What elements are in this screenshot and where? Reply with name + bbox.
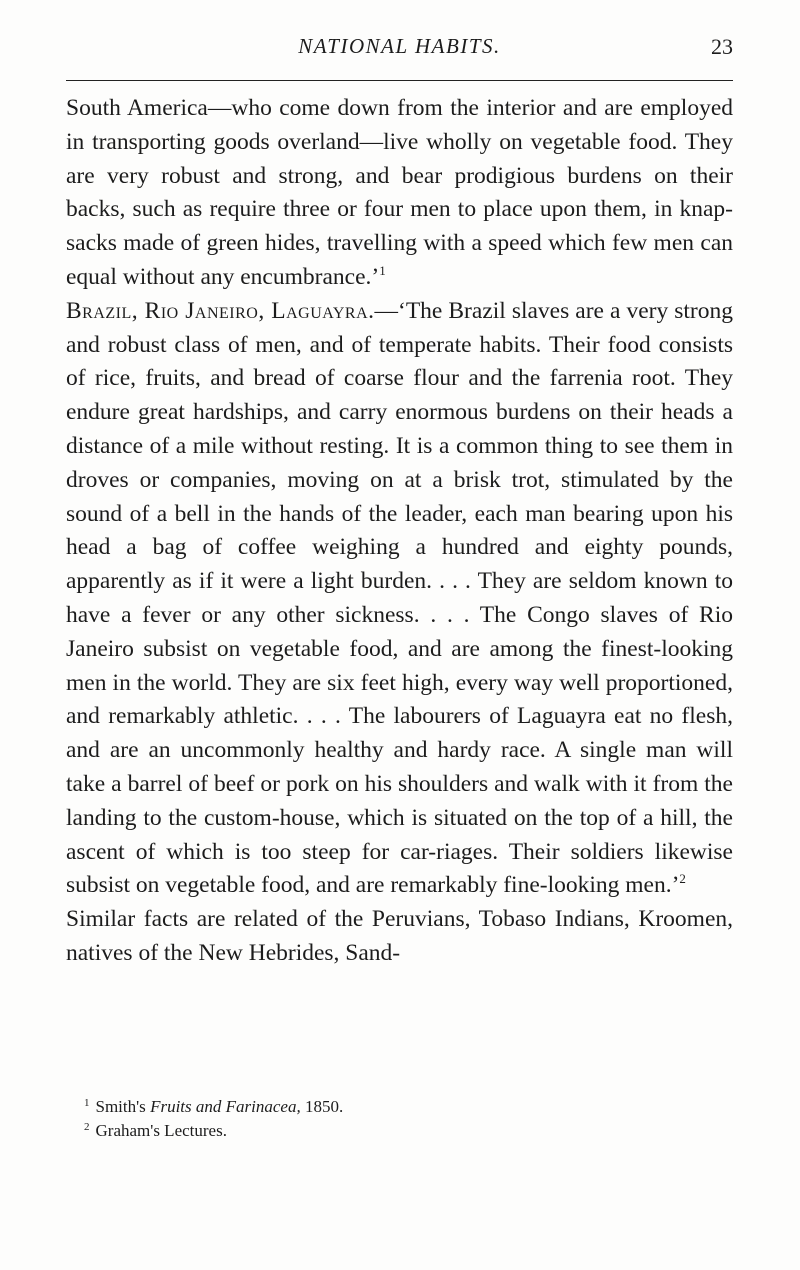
footnote-ref-1: 1 xyxy=(379,262,386,278)
running-head xyxy=(66,34,733,64)
footnote-ref-2: 2 xyxy=(679,871,686,887)
footnotes xyxy=(66,1095,733,1143)
footnote-1-author: Smith's xyxy=(95,1097,146,1116)
body-text xyxy=(66,92,733,971)
paragraph-3 xyxy=(66,903,733,971)
footnote-2 xyxy=(66,1119,733,1143)
paragraph-1 xyxy=(66,92,733,295)
paragraph-3-text: Similar facts are related of the Peruvians, Tobaso Indians, Kroomen, natives of the New Hebrides, Sand- xyxy=(66,906,733,966)
paragraph-1-text: South America—who come down from the interior and are employed in transporting goods overland—live wholly on vegetable food. They are very robust and strong, and bear prodigious burdens on their backs, such as require three or four men to place upon them, in knap-sacks made of green hides, travelling with a speed which few men can equal without any encumbrance.’ xyxy=(66,95,733,290)
footnote-1 xyxy=(66,1095,733,1119)
footnote-2-mark: 2 xyxy=(84,1121,90,1133)
paragraph-2 xyxy=(66,295,733,903)
header-rule xyxy=(66,80,733,81)
section-heading: Brazil, Rio Janeiro, Laguayra. xyxy=(66,297,375,324)
page-number: 23 xyxy=(711,34,733,59)
running-title: NATIONAL HABITS. xyxy=(298,34,501,58)
footnote-1-title: Fruits and Farinacea, xyxy=(150,1097,301,1116)
footnote-1-year: 1850. xyxy=(304,1097,344,1116)
footnote-2-text: Graham's Lectures. xyxy=(95,1121,227,1140)
paragraph-2-text: —‘The Brazil slaves are a very strong and robust class of men, and of temperate habits. Their food consists of rice, fruits, and bread of coarse flour and the farrenia root. They endure great hardships, and carry enormous burdens on their heads a distance of a mile without resting. It is a common thing to see them in droves or companies, moving on at a brisk trot, stimulated by the sound of a bell in the hands of the leader, each man bearing upon his head a bag of coffee weighing a hundred and eighty pounds, apparently as if it were a light burden. . . . They are seldom known to have a fever or any other sickness. . . . The Congo slaves of Rio Janeiro subsist on vegetable food, and are among the finest-looking men in the world. They are six feet high, every way well proportioned, and remarkably athletic. . . . The labourers of Laguayra eat no flesh, and are an uncommonly healthy and hardy race. A single man will take a barrel of beef or pork on his shoulders and walk with it from the landing to the custom-house, which is situated on the top of a hill, the ascent of which is too steep for car-riages. Their soldiers likewise subsist on vegetable food, and are remarkably fine-looking men.’ xyxy=(66,297,733,899)
footnote-1-mark: 1 xyxy=(84,1097,90,1109)
